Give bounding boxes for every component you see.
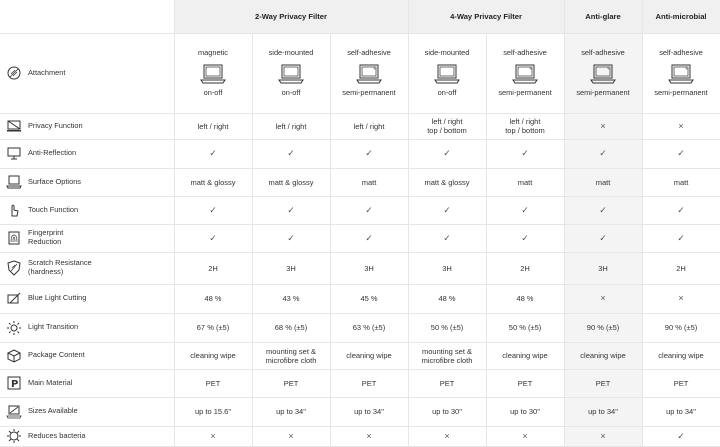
value-cell	[330, 369, 408, 397]
value-text: 90 % (±5)	[586, 323, 620, 332]
cross-icon: ×	[600, 293, 606, 304]
feature-label: Privacy Function	[28, 120, 83, 130]
value-text: 3H	[598, 263, 608, 273]
value-cell	[330, 252, 408, 284]
value-cell	[486, 342, 564, 369]
feature-label-line: Reduction	[28, 237, 62, 246]
value-cell	[486, 397, 564, 426]
feature-cell	[0, 369, 174, 397]
monitor-icon	[6, 146, 22, 162]
attachment-label: Attachment	[28, 67, 66, 77]
value-cell	[564, 196, 642, 224]
value-text: left / right	[197, 121, 229, 131]
value-cell	[174, 139, 252, 168]
value-cell	[174, 342, 252, 369]
attachment-cell	[174, 33, 252, 113]
value-cell	[642, 284, 720, 313]
value-cell	[408, 224, 486, 252]
check-icon: ✓	[521, 232, 529, 243]
laptop-size-icon	[6, 404, 22, 420]
laptop-icon	[512, 63, 538, 85]
value-cell	[252, 168, 330, 196]
feature-label-line: Fingerprint	[28, 228, 64, 238]
value-cell	[252, 426, 330, 446]
value-text: mounting set &	[422, 346, 473, 356]
check-icon: ✓	[365, 232, 373, 243]
attachment-type: self-adhesive	[503, 47, 547, 57]
value-cell	[642, 224, 720, 252]
feature-row	[0, 397, 720, 426]
cross-icon: ×	[678, 293, 684, 304]
laptop-icon	[356, 63, 382, 85]
value-text: cleaning wipe	[658, 351, 704, 360]
value-text: 67 % (±5)	[196, 323, 230, 332]
feature-label	[28, 229, 63, 246]
feature-label: Blue Light Cutting	[28, 293, 87, 303]
feature-cell	[0, 252, 174, 284]
value-text: PET	[283, 378, 299, 388]
value-cell	[486, 369, 564, 397]
value-cell	[330, 113, 408, 139]
value-cell	[330, 397, 408, 426]
feature-row	[0, 139, 720, 168]
feature-label: Surface Options	[28, 176, 81, 186]
value-cell	[642, 139, 720, 168]
value-cell	[252, 313, 330, 342]
value-text: 3H	[442, 263, 452, 273]
value-text: left / right	[353, 121, 385, 131]
value-text: 48 %	[516, 294, 534, 303]
feature-label: Package Content	[28, 350, 85, 360]
value-cell	[642, 342, 720, 369]
sun-icon	[6, 320, 22, 336]
value-text: PET	[673, 378, 689, 388]
check-icon: ✓	[443, 148, 451, 159]
cross-icon: ×	[600, 120, 606, 131]
value-text: 68 % (±5)	[274, 323, 308, 332]
attachment-row	[0, 33, 720, 113]
value-text: cleaning wipe	[190, 351, 236, 360]
value-cell	[564, 224, 642, 252]
value-cell	[408, 139, 486, 168]
check-icon: ✓	[287, 232, 295, 243]
value-text: 63 % (±5)	[352, 323, 386, 332]
check-icon: ✓	[209, 204, 217, 215]
value-cell	[486, 168, 564, 196]
attachment-type: magnetic	[198, 47, 228, 57]
check-icon: ✓	[443, 232, 451, 243]
feature-row	[0, 224, 720, 252]
cross-icon: ×	[444, 430, 450, 441]
value-text: PET	[361, 378, 377, 388]
attachment-mode: semi-permanent	[498, 87, 552, 97]
value-text: 45 %	[360, 294, 378, 303]
feature-row	[0, 426, 720, 446]
value-cell	[252, 224, 330, 252]
value-cell	[564, 168, 642, 196]
attachment-type: side-mounted	[424, 47, 470, 57]
value-cell	[174, 224, 252, 252]
header-antiglare: Anti-glare	[564, 0, 642, 33]
laptop-icon	[278, 63, 304, 85]
value-text: matt	[361, 177, 377, 187]
value-cell	[174, 284, 252, 313]
check-icon: ✓	[599, 204, 607, 215]
value-text: up to 30"	[510, 407, 540, 416]
value-cell	[330, 284, 408, 313]
header-blank	[0, 0, 174, 33]
value-text: 50 % (±5)	[508, 323, 542, 332]
check-icon: ✓	[677, 148, 685, 159]
attachment-cell	[642, 33, 720, 113]
attachment-mode: on-off	[281, 87, 301, 97]
check-icon: ✓	[365, 204, 373, 215]
check-icon: ✓	[677, 232, 685, 243]
feature-cell	[0, 168, 174, 196]
value-cell	[486, 252, 564, 284]
value-text: top / bottom	[505, 126, 545, 135]
feature-label: Main Material	[28, 377, 73, 387]
value-cell	[486, 139, 564, 168]
attachment-cell	[252, 33, 330, 113]
value-text: PET	[517, 378, 533, 388]
privacy-icon	[6, 118, 22, 134]
value-cell	[408, 113, 486, 139]
header-antimicrobial: Anti-microbial	[642, 0, 720, 33]
value-cell	[642, 313, 720, 342]
value-cell	[174, 313, 252, 342]
value-cell	[486, 196, 564, 224]
feature-cell	[0, 397, 174, 426]
feature-row	[0, 369, 720, 397]
value-text: 50 % (±5)	[430, 323, 464, 332]
attachment-mode: semi-permanent	[576, 87, 630, 97]
value-cell	[330, 196, 408, 224]
value-text: matt	[595, 177, 611, 187]
value-text: up to 30"	[432, 407, 462, 416]
value-cell	[408, 252, 486, 284]
cross-icon: ×	[288, 430, 294, 441]
feature-row	[0, 168, 720, 196]
value-text: PET	[595, 378, 611, 388]
cross-icon: ×	[366, 430, 372, 441]
feature-cell	[0, 342, 174, 369]
value-cell	[330, 168, 408, 196]
value-cell	[564, 113, 642, 139]
feature-label	[28, 259, 92, 276]
cross-icon: ×	[522, 430, 528, 441]
attachment-type: self-adhesive	[659, 47, 703, 57]
value-cell	[252, 196, 330, 224]
value-text: up to 34"	[666, 407, 696, 416]
svg-text:P: P	[11, 379, 19, 390]
value-text: PET	[439, 378, 455, 388]
check-icon: ✓	[521, 148, 529, 159]
value-text: matt & glossy	[424, 177, 470, 187]
value-text: cleaning wipe	[502, 351, 548, 360]
value-cell	[486, 426, 564, 446]
feature-cell	[0, 224, 174, 252]
value-cell	[330, 342, 408, 369]
check-icon: ✓	[599, 232, 607, 243]
value-cell	[408, 397, 486, 426]
value-cell	[642, 426, 720, 446]
value-text: matt	[517, 177, 533, 187]
attachment-cell	[408, 33, 486, 113]
material-p-icon	[6, 375, 22, 391]
feature-label: Light Transition	[28, 322, 79, 332]
cross-icon: ×	[210, 430, 216, 441]
feature-row	[0, 252, 720, 284]
check-icon: ✓	[287, 148, 295, 159]
attachment-mode: semi-permanent	[654, 87, 708, 97]
feature-row	[0, 284, 720, 313]
attachment-cell	[330, 33, 408, 113]
value-text: 2H	[520, 263, 530, 273]
value-cell	[408, 168, 486, 196]
check-icon: ✓	[677, 430, 685, 441]
value-text: up to 34"	[354, 407, 384, 416]
value-cell	[330, 426, 408, 446]
feature-row	[0, 313, 720, 342]
value-cell	[408, 426, 486, 446]
value-text: 90 % (±5)	[664, 323, 698, 332]
feature-cell	[0, 313, 174, 342]
feature-label-line: Scratch Resistance	[28, 258, 92, 268]
value-cell	[174, 426, 252, 446]
value-cell	[174, 113, 252, 139]
fingerprint-icon	[6, 230, 22, 246]
value-cell	[408, 369, 486, 397]
check-icon: ✓	[443, 204, 451, 215]
value-cell	[330, 224, 408, 252]
feature-row	[0, 196, 720, 224]
value-text: 2H	[208, 263, 218, 273]
value-cell	[408, 313, 486, 342]
value-text: 2H	[676, 263, 686, 273]
value-cell	[486, 224, 564, 252]
attachment-type: self-adhesive	[581, 47, 625, 57]
value-cell	[564, 313, 642, 342]
value-cell	[564, 284, 642, 313]
check-icon: ✓	[287, 204, 295, 215]
laptop-icon	[668, 63, 694, 85]
value-cell	[564, 397, 642, 426]
check-icon: ✓	[677, 204, 685, 215]
value-cell	[252, 342, 330, 369]
value-cell	[642, 369, 720, 397]
value-cell	[642, 113, 720, 139]
value-text: 3H	[286, 263, 296, 273]
check-icon: ✓	[209, 148, 217, 159]
value-text: matt & glossy	[268, 177, 314, 187]
cross-icon: ×	[600, 430, 606, 441]
value-cell	[642, 397, 720, 426]
attachment-mode: semi-permanent	[342, 87, 396, 97]
feature-label-line: (hardness)	[28, 267, 64, 276]
laptop-surface-icon	[6, 174, 22, 190]
value-cell	[252, 139, 330, 168]
feature-label: Reduces bacteria	[28, 430, 86, 440]
feature-label: Anti-Reflection	[28, 148, 77, 158]
laptop-icon	[590, 63, 616, 85]
attachment-icon	[6, 65, 22, 81]
value-text: left / right	[275, 121, 307, 131]
cross-icon: ×	[678, 120, 684, 131]
bacteria-icon	[6, 428, 22, 444]
value-cell	[252, 252, 330, 284]
touch-icon	[6, 202, 22, 218]
value-cell	[564, 252, 642, 284]
attachment-mode: on-off	[203, 87, 223, 97]
value-cell	[408, 284, 486, 313]
value-text: matt	[673, 177, 689, 187]
check-icon: ✓	[599, 148, 607, 159]
attachment-type: self-adhesive	[347, 47, 391, 57]
value-cell	[486, 113, 564, 139]
shield-scratch-icon	[6, 260, 22, 276]
value-text: microfibre cloth	[265, 355, 317, 365]
value-cell	[174, 196, 252, 224]
feature-row	[0, 342, 720, 369]
header-2way: 2-Way Privacy Filter	[174, 0, 408, 33]
feature-cell	[0, 196, 174, 224]
value-cell	[174, 397, 252, 426]
value-cell	[564, 369, 642, 397]
attachment-feature	[0, 33, 174, 113]
value-text: 48 %	[204, 294, 222, 303]
value-cell	[174, 252, 252, 284]
value-cell	[252, 397, 330, 426]
value-text: cleaning wipe	[346, 351, 392, 360]
value-cell	[408, 342, 486, 369]
value-cell	[174, 168, 252, 196]
laptop-icon	[200, 63, 226, 85]
value-cell	[564, 139, 642, 168]
laptop-icon	[434, 63, 460, 85]
check-icon: ✓	[521, 204, 529, 215]
feature-label: Touch Function	[28, 204, 79, 214]
value-text: cleaning wipe	[580, 351, 626, 360]
feature-cell	[0, 139, 174, 168]
header-4way: 4-Way Privacy Filter	[408, 0, 564, 33]
value-cell	[486, 313, 564, 342]
value-cell	[252, 369, 330, 397]
value-text: 48 %	[438, 294, 456, 303]
value-text: 3H	[364, 263, 374, 273]
value-cell	[330, 313, 408, 342]
value-cell	[252, 284, 330, 313]
check-icon: ✓	[365, 148, 373, 159]
attachment-cell	[564, 33, 642, 113]
feature-label: Sizes Available	[28, 406, 78, 416]
attachment-type: side-mounted	[268, 47, 314, 57]
value-text: left / right	[431, 117, 463, 126]
value-text: up to 15.6"	[194, 407, 232, 416]
feature-row	[0, 113, 720, 139]
value-cell	[642, 252, 720, 284]
value-cell	[642, 168, 720, 196]
header-row	[0, 0, 720, 33]
value-text: up to 34"	[588, 407, 618, 416]
value-cell	[174, 369, 252, 397]
value-cell	[408, 196, 486, 224]
value-text: up to 34"	[276, 407, 306, 416]
feature-cell	[0, 284, 174, 313]
value-text: 43 %	[282, 294, 300, 303]
value-cell	[330, 139, 408, 168]
value-text: matt & glossy	[190, 177, 236, 187]
value-text: left / right	[509, 117, 541, 126]
attachment-cell	[486, 33, 564, 113]
value-text: top / bottom	[427, 126, 467, 135]
feature-cell	[0, 426, 174, 446]
check-icon: ✓	[209, 232, 217, 243]
feature-cell	[0, 113, 174, 139]
value-text: microfibre cloth	[421, 355, 473, 365]
value-cell	[564, 342, 642, 369]
value-text: mounting set &	[265, 346, 317, 356]
value-cell	[252, 113, 330, 139]
value-text: PET	[205, 378, 221, 388]
package-icon	[6, 348, 22, 364]
blue-light-icon	[6, 291, 22, 307]
value-cell	[564, 426, 642, 446]
value-cell	[642, 196, 720, 224]
value-cell	[486, 284, 564, 313]
attachment-mode: on-off	[437, 87, 457, 97]
